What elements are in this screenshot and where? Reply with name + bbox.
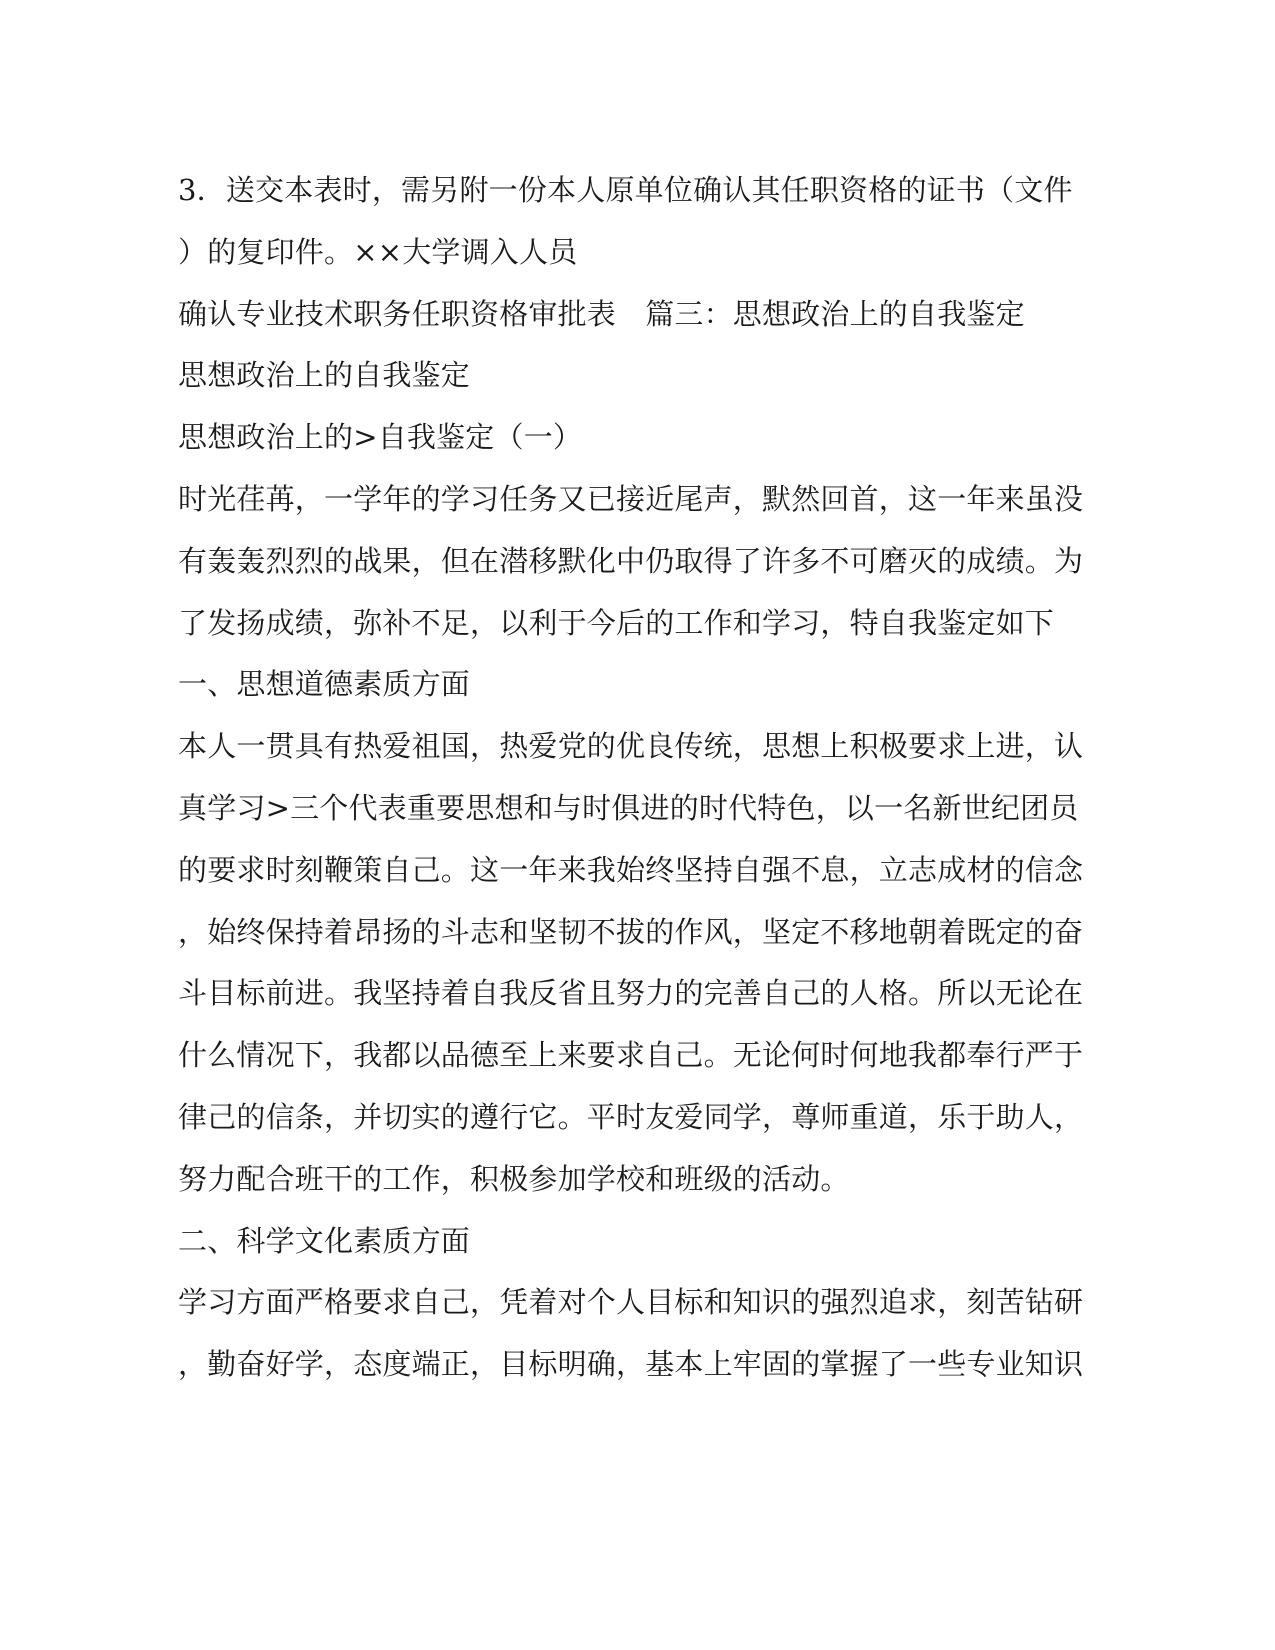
heading-moral-quality: 一、思想道德素质方面 [178,667,471,702]
paragraph-line: 什么情况下，我都以品德至上来要求自己。无论何时何地我都奉行严于 [178,1038,1084,1073]
paragraph-line: 律己的信条，并切实的遵行它。平时友爱同学，尊师重道，乐于助人， [178,1099,1084,1134]
paragraph-line: ，始终保持着昂扬的斗志和坚韧不拔的作风，坚定不移地朝着既定的奋 [178,914,1084,949]
heading-science-culture: 二、科学文化素质方面 [178,1223,471,1258]
text-line-note-3: 3．送交本表时，需另附一份本人原单位确认其任职资格的证书（文件 [178,173,1073,207]
paragraph-line: 了发扬成绩，弥补不足，以利于今后的工作和学习，特自我鉴定如下 [178,605,1055,640]
paragraph-line: 努力配合班干的工作，积极参加学校和班级的活动。 [178,1161,850,1196]
document-body [178,160,1084,1396]
subsection-title: 思想政治上的>自我鉴定（一） [178,420,583,455]
paragraph-line: 学习方面严格要求自己，凭着对个人目标和知识的强烈追求，刻苦钻研 [178,1285,1084,1320]
paragraph-line: 真学习>三个代表重要思想和与时俱进的时代特色，以一名新世纪团员 [178,790,1079,825]
paragraph-line: 有轰轰烈烈的战果，但在潜移默化中仍取得了许多不可磨灭的成绩。为 [178,543,1084,578]
paragraph-line: 的要求时刻鞭策自己。这一年来我始终坚持自强不息，立志成材的信念 [178,852,1084,887]
text-line-form-title: 确认专业技术职务任职资格审批表 篇三：思想政治上的自我鉴定 [178,296,1025,331]
text-line-note-3-cont: ）的复印件。××大学调入人员 [178,234,578,269]
paragraph-line: 本人一贯具有热爱祖国，热爱党的优良传统，思想上积极要求上进，认 [178,729,1084,764]
paragraph-line: 时光荏苒，一学年的学习任务又已接近尾声，默然回首，这一年来虽没 [178,481,1084,516]
section-title: 思想政治上的自我鉴定 [178,358,471,393]
paragraph-line: 斗目标前进。我坚持着自我反省且努力的完善自己的人格。所以无论在 [178,976,1084,1011]
paragraph-line: ，勤奋好学，态度端正，目标明确，基本上牢固的掌握了一些专业知识 [178,1347,1084,1382]
